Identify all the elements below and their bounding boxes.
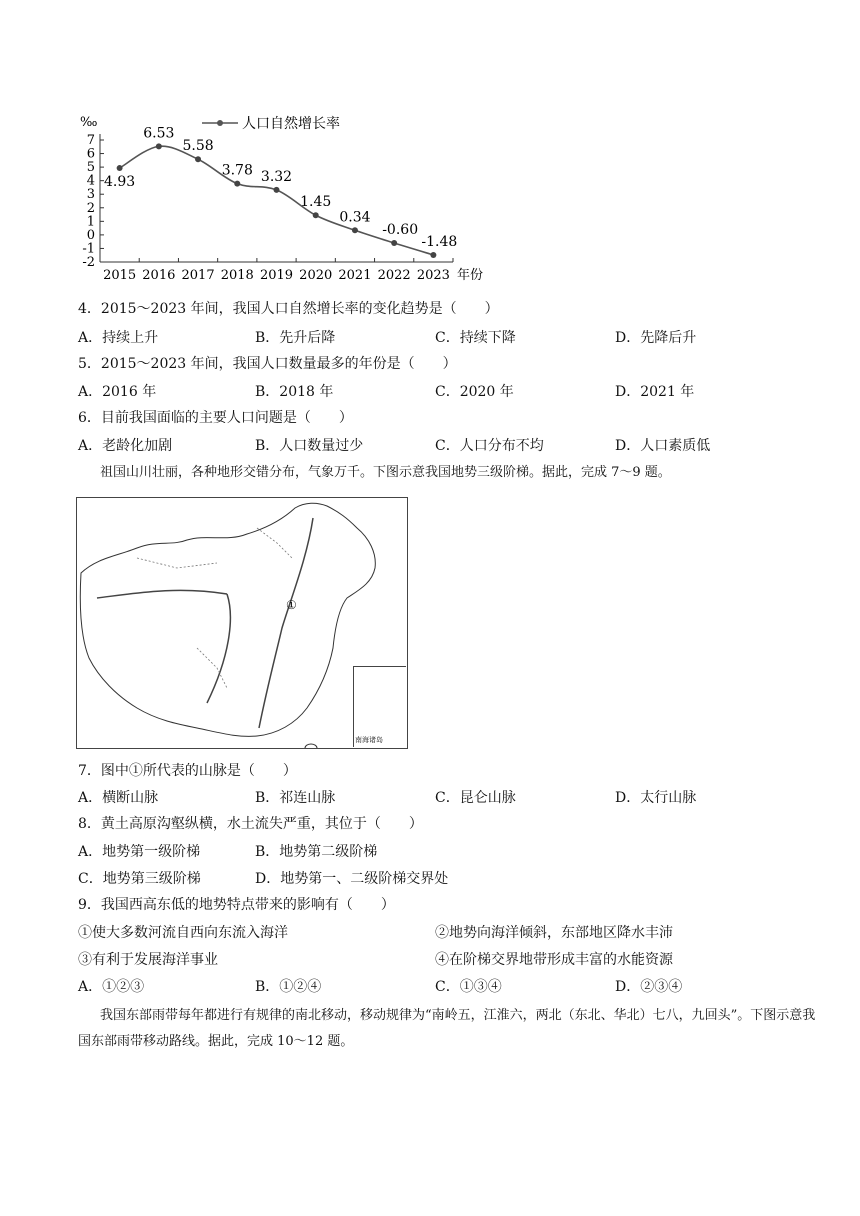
inset-label: 南海诸岛 [355, 736, 383, 744]
data-point [313, 212, 319, 218]
question-7-option-a[interactable]: A．横断山脉 [78, 790, 159, 806]
data-point [156, 143, 162, 149]
x-tick-label: 2017 [181, 268, 215, 283]
data-label: 3.32 [260, 168, 293, 185]
x-axis-suffix: 年份 [457, 268, 484, 283]
data-label: 4.93 [104, 174, 136, 191]
question-6-option-c[interactable]: C．人口分布不均 [435, 438, 544, 454]
data-point [352, 227, 358, 233]
x-tick-label: 2015 [103, 268, 137, 283]
question-7-option-c[interactable]: C．昆仑山脉 [435, 790, 516, 806]
question-8-option-c[interactable]: C．地势第三级阶梯 [78, 871, 201, 887]
data-label: 3.78 [221, 162, 253, 179]
x-tick-label: 2016 [142, 268, 176, 283]
x-tick-label: 2023 [416, 268, 450, 283]
question-4-option-d[interactable]: D．先降后升 [615, 330, 697, 346]
question-6-option-d[interactable]: D．人口素质低 [615, 438, 711, 454]
question-7-option-d[interactable]: D．太行山脉 [615, 790, 697, 806]
question-8-option-a[interactable]: A．地势第一级阶梯 [78, 844, 201, 860]
series-line [120, 146, 434, 255]
question-5-option-d[interactable]: D．2021 年 [615, 384, 695, 400]
y-unit-label: ‰ [80, 115, 98, 130]
question-9-stem: 9．我国西高东低的地势特点带来的影响有（ ） [78, 897, 395, 913]
question-5-stem: 5．2015～2023 年间，我国人口数量最多的年份是（ ） [78, 356, 457, 372]
data-point [117, 165, 123, 171]
question-4-option-c[interactable]: C．持续下降 [435, 330, 516, 346]
y-tick-label: 1 [86, 214, 95, 230]
data-label: 0.34 [339, 209, 371, 226]
x-tick-label: 2022 [377, 268, 411, 283]
question-6-option-a[interactable]: A．老龄化加剧 [78, 438, 173, 454]
population-growth-chart [70, 106, 510, 286]
x-tick-label: 2019 [259, 268, 294, 283]
map-marker-1: ① [286, 598, 297, 612]
data-label: -0.60 [382, 222, 419, 239]
y-tick-label: 3 [86, 187, 95, 203]
y-tick-label: 7 [86, 133, 95, 148]
question-8-option-b[interactable]: B．地势第二级阶梯 [255, 844, 378, 860]
question-9-statement-2: ②地势向海洋倾斜，东部地区降水丰沛 [435, 925, 673, 941]
question-9-option-c[interactable]: C．①③④ [435, 979, 502, 995]
question-8-stem: 8．黄土高原沟壑纵横，水土流失严重，其位于（ ） [78, 816, 423, 832]
y-tick-label: 4 [86, 173, 95, 189]
intro-terrain-steps: 祖国山川壮丽，各种地形交错分布，气象万千。下图示意我国地势三级阶梯。据此，完成 7～9 题。 [100, 465, 671, 480]
data-label: 1.45 [300, 194, 332, 211]
question-4-stem: 4．2015～2023 年间，我国人口自然增长率的变化趋势是（ ） [78, 301, 499, 317]
y-tick-label: -2 [82, 255, 95, 270]
data-point [430, 252, 436, 258]
y-tick-label: 0 [86, 227, 95, 243]
data-label: -1.48 [421, 233, 458, 250]
data-label: 6.53 [143, 125, 175, 142]
terrain-steps-map [76, 497, 408, 749]
question-4-option-b[interactable]: B．先升后降 [255, 330, 336, 346]
y-tick-label: 6 [86, 146, 95, 162]
question-5-option-c[interactable]: C．2020 年 [435, 384, 514, 400]
south-sea-islands-inset [353, 666, 406, 747]
question-6-option-b[interactable]: B．人口数量过少 [255, 438, 364, 454]
intro-rain-belt: 我国东部雨带每年都进行有规律的南北移动，移动规律为“南岭五，江淮六，两北（东北、华北）七八，九回头”。下图示意我国东部雨带移动路线。据此，完成 10～12 题。 [78, 1008, 816, 1049]
question-9-statement-4: ④在阶梯交界地带形成丰富的水能资源 [435, 952, 673, 968]
data-point [195, 156, 201, 162]
data-point [234, 181, 240, 187]
question-9-option-a[interactable]: A．①②③ [78, 979, 145, 995]
question-9-statement-1: ①使大多数河流自西向东流入海洋 [78, 925, 288, 941]
question-5-option-a[interactable]: A．2016 年 [78, 384, 157, 400]
data-label: 5.58 [182, 138, 214, 155]
question-5-option-b[interactable]: B．2018 年 [255, 384, 334, 400]
question-4-option-a[interactable]: A．持续上升 [78, 330, 159, 346]
legend-marker [217, 120, 223, 126]
x-tick-label: 2020 [299, 268, 333, 283]
y-tick-label: 2 [86, 200, 95, 216]
data-point [391, 240, 397, 246]
data-point [274, 187, 280, 193]
question-9-option-d[interactable]: D．②③④ [615, 979, 683, 995]
question-8-option-d[interactable]: D．地势第一、二级阶梯交界处 [255, 871, 449, 887]
question-9-statement-3: ③有利于发展海洋事业 [78, 952, 218, 968]
y-tick-label: -1 [82, 241, 95, 257]
question-7-stem: 7．图中①所代表的山脉是（ ） [78, 763, 297, 779]
legend-label: 人口自然增长率 [242, 116, 340, 132]
question-9-option-b[interactable]: B．①②④ [255, 979, 322, 995]
question-6-stem: 6．目前我国面临的主要人口问题是（ ） [78, 410, 353, 426]
x-tick-label: 2018 [220, 268, 254, 283]
y-tick-label: 5 [86, 160, 95, 176]
question-7-option-b[interactable]: B．祁连山脉 [255, 790, 336, 806]
x-tick-label: 2021 [338, 268, 372, 283]
